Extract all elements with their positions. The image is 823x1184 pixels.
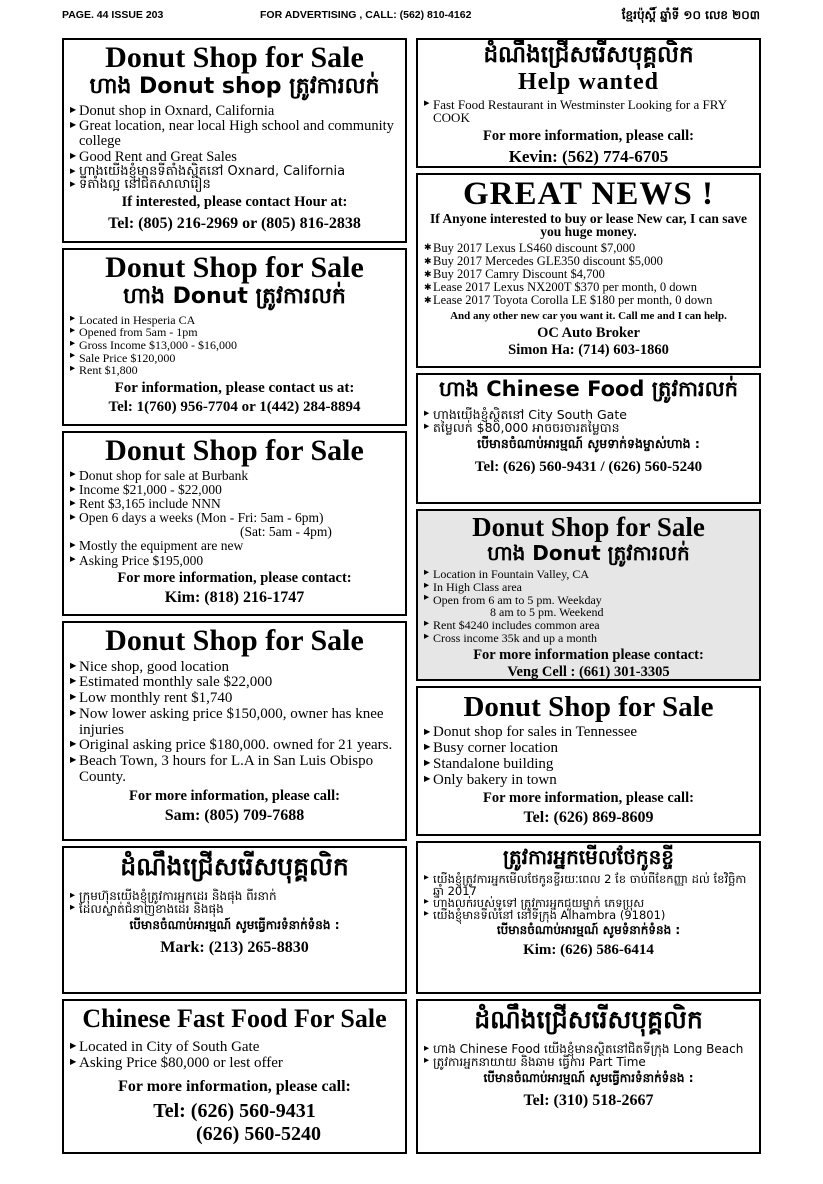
contact-line: For more information, please contact: (117, 569, 352, 586)
list-item: ▶ Estimated monthly sale $22,000 (70, 675, 399, 691)
ad-babysitter-alhambra (416, 841, 761, 994)
list-item: ▶ Donut shop for sale at Burbank (70, 469, 399, 483)
contact-line: បើមានចំណាប់អារម្មណ៍ សូមទាក់ទងម្ចាស់ហាង : (477, 436, 700, 452)
phone-number: Sam: (805) 709-7688 (164, 806, 305, 824)
phone-number: Veng Cell : (661) 301-3305 (507, 663, 670, 680)
contact-line: បើមានចំណាប់អារម្មណ៍ សូមធ្វើការទំនាក់ទំនង : (483, 1071, 694, 1086)
company-name: OC Auto Broker (537, 325, 640, 342)
ad-hiring-long-beach (416, 999, 761, 1154)
list-item: ▶ ហាងយើងខ្ញុំស្ថិតនៅ City South Gate (424, 408, 753, 421)
list-item: ▶ Location in Fountain Valley, CA (424, 568, 753, 581)
list-item: ▶ យើងខ្ញុំត្រូវការអ្នកមើលថែកូនខ្ចីរយៈពេល 2 ខែ ចាប់ពីខែកញ្ញា ដល់ ខែវិច្ឆិកា ឆ្នាំ 2017 (424, 873, 753, 897)
phone-number: Tel: (626) 560-9431 (153, 1099, 316, 1122)
contact-line: For more information, please call: (483, 128, 694, 145)
list-item: ▶ Rent $1,800 (70, 364, 399, 377)
ad-great-news-cars (416, 173, 761, 368)
ad-chinese-food-south-gate (416, 373, 761, 504)
list-item: ▶ Income $21,000 - $22,000 (70, 483, 399, 497)
list-item: ▶ Located in City of South Gate (70, 1040, 399, 1056)
advertising-line: FOR ADVERTISING , CALL: (562) 810-4162 (260, 9, 472, 21)
phone-number: Kim: (818) 216-1747 (164, 588, 305, 606)
contact-line: For information, please contact us at: (114, 379, 355, 396)
list-item: ▶ Great location, near local High school and community college (70, 119, 399, 149)
list-item: ▶ ដែលស្ទាត់ជំនាញខាងដេរ និងផុង (70, 903, 399, 916)
list-item: ✱ Buy 2017 Lexus LS460 discount $7,000 (424, 242, 753, 255)
list-item: ▶ Busy corner location (424, 741, 753, 757)
ad-title: Donut Shop for Sale (105, 41, 364, 74)
ad-donut-tennessee (416, 686, 761, 836)
list-item: ▶ ហាងលក់របស់ទូទៅ ត្រូវការអ្នកជួយម្នាក់ ភេទប្រុស (424, 897, 753, 909)
list-item: ▶ In High Class area (424, 581, 753, 594)
ad-title-khmer: ហាង Chinese Food ត្រូវការលក់ (438, 377, 739, 401)
list-item: ▶ Low monthly rent $1,740 (70, 691, 399, 707)
list-item: ▶ Now lower asking price $150,000, owner has knee injuries (70, 707, 399, 739)
ad-donut-hesperia (62, 248, 407, 426)
list-item: ▶ Gross Income $13,000 - $16,000 (70, 339, 399, 352)
phone-number: Tel: 1(760) 956-7704 or 1(442) 284-8894 (108, 398, 361, 415)
list-item: ▶ Open 6 days a weeks (Mon - Fri: 5am - 6pm) (70, 511, 399, 525)
ad-title-khmer: ដំណឹងជ្រើសរើសបុគ្គលិក (474, 1005, 703, 1034)
ad-lead: If Anyone interested to buy or lease New car, I can save you huge money. (430, 210, 747, 240)
list-item: ✱ Buy 2017 Mercedes GLE350 discount $5,000 (424, 255, 753, 268)
ad-donut-oxnard (62, 38, 407, 243)
ad-title: Donut Shop for Sale (105, 624, 364, 657)
ad-donut-fountain-valley (416, 509, 761, 681)
phone-number-2: (626) 560-5240 (196, 1122, 321, 1145)
ad-title: Donut Shop for Sale (463, 691, 714, 723)
list-item: ▶ Sale Price $120,000 (70, 352, 399, 365)
list-item: ▶ Rent $3,165 include NNN (70, 497, 399, 511)
contact-line: បើមានចំណាប់អារម្មណ៍ សូមធ្វើការទំនាក់ទំនង : (129, 918, 340, 933)
list-item: ▶ ត្រូវការអ្នកនាយាយ និងឆាម ធ្វើការ Part Time (424, 1056, 753, 1069)
hours-weekend: 8 am to 5 pm. Weekend (490, 605, 604, 620)
list-item: ▶ ហាង Chinese Food យើងខ្ញុំមានស្ថិតនៅជិតទីក្រុង Long Beach (424, 1043, 753, 1056)
khmer-date: ខ្មែរប៉ុស្តិ៍ ឆ្នាំទី ១០ លេខ ២០៣ (621, 8, 760, 22)
list-item: ▶ តម្លៃលក់ $80,000 អាចចរចារតម្លៃបាន (424, 421, 753, 434)
contact-line: For more information, please call: (118, 1077, 351, 1095)
list-item: ▶ Donut shop for sales in Tennessee (424, 725, 753, 741)
list-item: ▶ Opened from 5am - 1pm (70, 326, 399, 339)
phone-number: Mark: (213) 265-8830 (160, 939, 309, 957)
list-item: ▶ Donut shop in Oxnard, California (70, 104, 399, 119)
ad-title: Help wanted (517, 68, 659, 95)
list-item: ▶ Only bakery in town (424, 773, 753, 789)
ad-hiring-sewing (62, 846, 407, 994)
list-item: ▶ Located in Hesperia CA (70, 314, 399, 327)
list-item: ▶ Original asking price $180,000. owned for 21 years. (70, 738, 399, 754)
list-item: ▶ Standalone building (424, 757, 753, 773)
list-item: ▶ Asking Price $80,000 or lest offer (70, 1056, 399, 1072)
ad-title-khmer: ដំណឹងជ្រើសរើសបុគ្គលិក (483, 42, 694, 68)
list-item: ▶ Good Rent and Great Sales (70, 150, 399, 165)
page-number: PAGE. 44 ISSUE 203 (62, 9, 164, 21)
ad-title: Donut Shop for Sale (472, 512, 705, 542)
phone-number: Tel: (310) 518-2667 (523, 1092, 654, 1110)
list-item: ▶ Beach Town, 3 hours for L.A in San Luis Obispo County. (70, 754, 399, 786)
list-item: ✱ Lease 2017 Lexus NX200T $370 per month, 0 down (424, 281, 753, 294)
ad-donut-burbank (62, 431, 407, 616)
list-item: ▶ Fast Food Restaurant in Westminster Looking for a FRY COOK (424, 98, 753, 125)
list-item: ▶ Cross income 35k and up a month (424, 632, 753, 645)
phone-number: Tel: (805) 216-2969 or (805) 816-2838 (108, 215, 361, 233)
list-item: ▶ ហាងយើងខ្ញុំមានទីតាំងស្ថិតនៅ Oxnard, California (70, 165, 399, 179)
ad-subtitle-khmer: ហាង Donut shop ត្រូវការលក់ (89, 73, 380, 99)
contact-line: For more information, please call: (483, 790, 694, 807)
list-item: ▶ Mostly the equipment are new (70, 539, 399, 553)
ad-title: Donut Shop for Sale (105, 434, 364, 467)
phone-number: Kevin: (562) 774-6705 (508, 147, 669, 167)
ad-note: And any other new car you want it. Call me and I can help. (450, 310, 727, 323)
ad-donut-san-luis-obispo (62, 621, 407, 841)
ad-title: Donut Shop for Sale (105, 251, 364, 284)
contact-line: For more information, please call: (129, 787, 340, 804)
page-header (62, 3, 760, 29)
list-item: ▶ ក្រុមហ៊ុនយើងខ្ញុំត្រូវការអ្នកដេរ និងផុង ពីរនាក់ (70, 890, 399, 903)
hours-weekend: (Sat: 5am - 4pm) (240, 524, 332, 540)
list-item: ▶ Rent $4240 includes common area (424, 619, 753, 632)
list-item: ▶ ទីតាំងល្អ នៅជិតសាលារៀន (70, 178, 399, 192)
phone-number: Simon Ha: (714) 603-1860 (508, 342, 669, 359)
phone-number: Kim: (626) 586-6414 (523, 942, 654, 959)
list-item: ✱ Buy 2017 Camry Discount $4,700 (424, 268, 753, 281)
list-item: ▶ Asking Price $195,000 (70, 554, 399, 568)
list-item: ▶ Open from 6 am to 5 pm. Weekday (424, 594, 753, 607)
ad-subtitle-khmer: ហាង Donut ត្រូវការលក់ (123, 283, 346, 309)
list-item: ▶ យើងខ្ញុំមានទីលំនៅ នៅទីក្រុង Alhambra (91801) (424, 909, 753, 921)
ad-subtitle-khmer: ហាង Donut ត្រូវការលក់ (487, 541, 690, 566)
ad-title: GREAT NEWS ! (463, 176, 714, 212)
list-item: ✱ Lease 2017 Toyota Corolla LE $180 per month, 0 down (424, 294, 753, 307)
ad-help-wanted-westminster (416, 38, 761, 168)
contact-line: If interested, please contact Hour at: (121, 194, 348, 211)
ad-title-khmer: ដំណឹងជ្រើសរើសបុគ្គលិក (120, 852, 349, 881)
list-item: ▶ Nice shop, good location (70, 660, 399, 676)
contact-line: បើមានចំណាប់អារម្មណ៍ សូមទំនាក់ទំនង : (496, 923, 681, 938)
contact-line: For more information please contact: (473, 646, 704, 663)
ad-title: Chinese Fast Food For Sale (82, 1004, 387, 1033)
phone-number: Tel: (626) 560-9431 / (626) 560-5240 (474, 459, 703, 476)
ad-title-khmer: ត្រូវការអ្នកមើលថែកូនខ្ចី (503, 845, 674, 869)
ad-chinese-fast-food (62, 999, 407, 1154)
phone-number: Tel: (626) 869-8609 (523, 809, 654, 827)
